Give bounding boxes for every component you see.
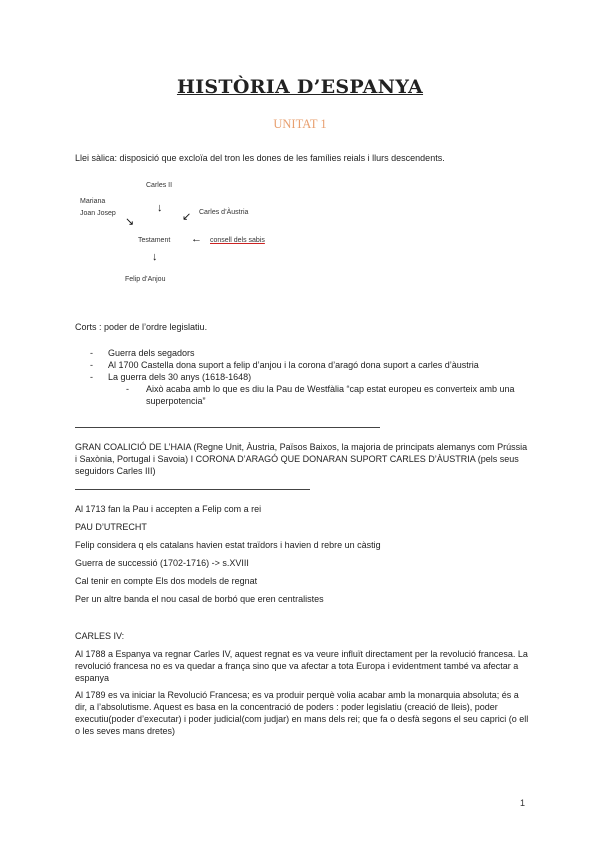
- lei-salica-paragraph: Llei sàlica: disposició que excloïa del tron les dones de les famílies reials i llurs descendents.: [75, 153, 445, 163]
- diagram-carles-ii: Carles II: [146, 182, 173, 189]
- list-item: - Això acaba amb lo que es diu la Pau de Westfàlia “cap estat europeu es converteix amb una superpotencia”: [126, 384, 515, 406]
- diagram-consell: consell dels sabis: [210, 237, 265, 244]
- line-utrecht: PAU D’UTRECHT: [75, 522, 147, 532]
- list-item: - Guerra dels segadors: [90, 348, 195, 358]
- line-guerra: Guerra de successió (1702-1716) -> s.XVIII: [75, 558, 249, 568]
- dash-icon: -: [126, 384, 129, 394]
- divider: [75, 489, 310, 490]
- arrow-left-icon: ←: [191, 233, 202, 245]
- carles-iv-heading: CARLES IV:: [75, 631, 125, 641]
- dash-icon: -: [90, 348, 93, 358]
- arrow-down-icon: ↓: [152, 251, 158, 263]
- divider: [75, 427, 380, 428]
- line-models: Cal tenir en compte Els dos models de regnat: [75, 576, 258, 586]
- list-item: - Al 1700 Castella dona suport a felip d’anjou i la corona d’aragó dona suport a carles d’àustria: [90, 360, 479, 370]
- corts-paragraph: Corts : poder de l’ordre legislatiu.: [75, 322, 208, 332]
- dash-icon: -: [90, 372, 93, 382]
- arrow-down-icon: ↓: [157, 202, 163, 214]
- carles-iv-paragraph-1: Al 1788 a Espanya va regnar Carles IV, aquest regnat es va veure influït directament per la revolució francesa. La revolució francesa no es va quedar a frança sino que va afectar a tota Europa i evidentment també va afectar a espanya: [75, 649, 528, 683]
- coalicio-paragraph: GRAN COALICIÓ DE L’HAIA (Regne Unit, Àustria, Països Baixos, la majoria de principats alemanys com Prússia i Saxònia, Portugal i Savoia) I CORONA D’ARAGÓ QUE DONARAN SUPORT CARLES D’ÀUSTRIA (pels seus seguidors Carles III): [75, 442, 528, 476]
- page-number: 1: [520, 798, 526, 808]
- bullet-list: [90, 347, 530, 407]
- page-title: HISTÒRIA D’ESPANYA: [176, 76, 424, 98]
- line-pau: Al 1713 fan la Pau i accepten a Felip com a rei: [75, 504, 262, 514]
- succession-diagram: [75, 180, 295, 290]
- carles-iv-paragraph-2: Al 1789 es va iniciar la Revolució Francesa; es va produir perquè volia acabar amb la monarquia absoluta; és a dir, a l’absolutisme. Aquest es basa en la concentració de poders : poder legislatiu (creació de lleis), poder executiu(poder d’executar) i poder judicial(com judjar) en mans dels rei; que fa o desfà segons el seu caprici (o ell o les seves mans dretes): [75, 690, 529, 736]
- diagram-felip: Felip d’Anjou: [125, 276, 166, 283]
- line-borbo: Per un altre banda el nou casal de borbó que eren centralistes: [75, 594, 324, 604]
- arrow-diagonal-left-icon: ↙: [182, 211, 192, 223]
- arrow-diagonal-icon: ↘: [125, 216, 135, 228]
- list-item: - La guerra dels 30 anys (1618-1648): [90, 372, 252, 382]
- line-felip: Felip considera q els catalans havien estat traïdors i havien d rebre un càstig: [75, 540, 381, 550]
- unit-heading: UNITAT 1: [273, 117, 327, 131]
- diagram-mariana: Mariana: [80, 198, 106, 205]
- diagram-joan-josep: Joan Josep: [80, 210, 116, 217]
- diagram-testament: Testament: [138, 237, 171, 244]
- diagram-carles-austria: Carles d’Àustria: [199, 209, 249, 216]
- dash-icon: -: [90, 360, 93, 370]
